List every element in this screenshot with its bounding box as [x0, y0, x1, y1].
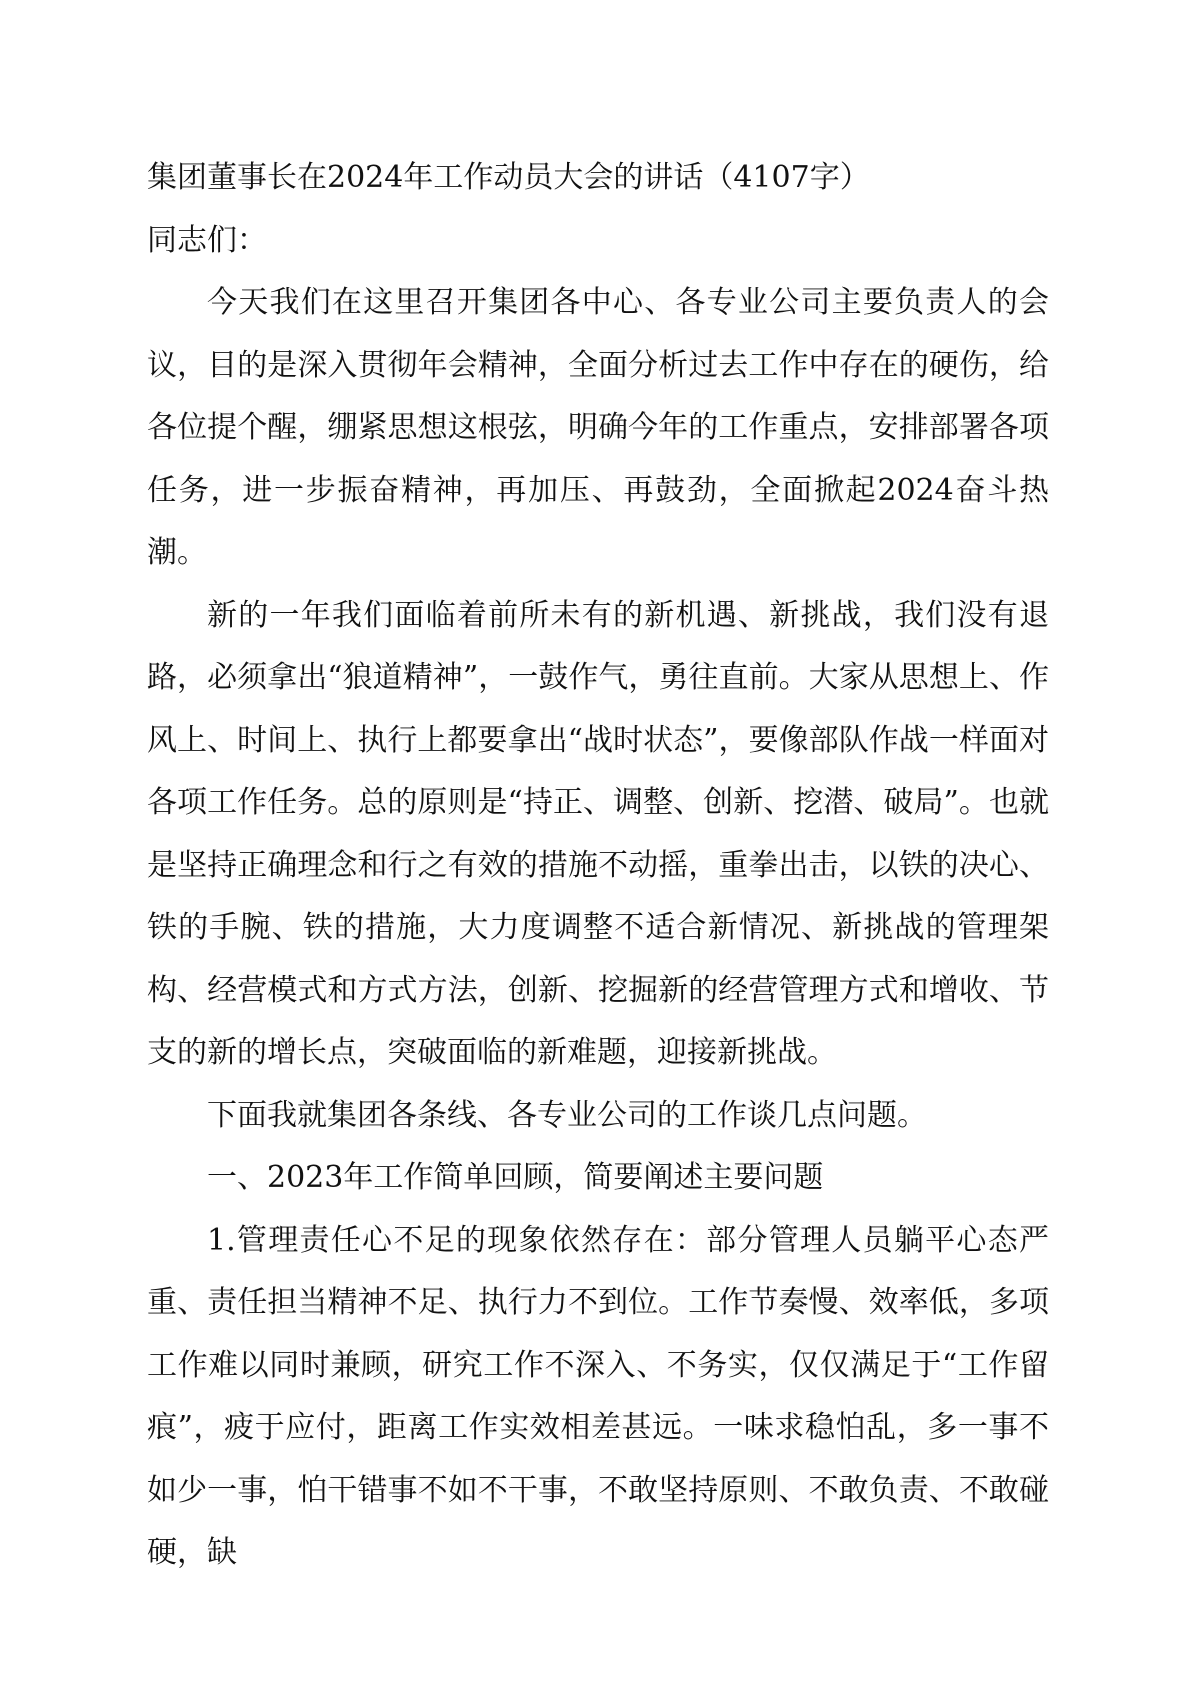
document-title: 集团董事长在2024年工作动员大会的讲话（4107字）: [147, 160, 870, 195]
section-heading-review: 一、2023年工作简单回顾，简要阐述主要问题: [207, 1160, 824, 1195]
paragraph-transition: 下面我就集团各条线、各专业公司的工作谈几点问题。: [207, 1097, 927, 1133]
salutation: 同志们：: [147, 222, 267, 258]
document-body: [147, 147, 1049, 1585]
paragraph-principles: 新的一年我们面临着前所未有的新机遇、新挑战，我们没有退路，必须拿出“狼道精神”，一鼓作气，勇往直前。大家从思想上、作风上、时间上、执行上都要拿出“战时状态”，要像部队作战一样面对各项工作任务。总的原则是“持正、调整、创新、挖潜、破局”。也就是坚持正确理念和行之有效的措施不动摇，重拳出击，以铁的决心、铁的手腕、铁的措施，大力度调整不适合新情况、新挑战的管理架构、经营模式和方式方法，创新、挖掘新的经营管理方式和增收、节支的新的增长点，突破面临的新难题，迎接新挑战。: [147, 597, 1049, 1070]
paragraph-management-issue: 1.管理责任心不足的现象依然存在：部分管理人员躺平心态严重、责任担当精神不足、执行力不到位。工作节奏慢、效率低，多项工作难以同时兼顾，研究工作不深入、不务实，仅仅满足于“工作留痕”，疲于应付，距离工作实效相差甚远。一味求稳怕乱，多一事不如少一事，怕干错事不如不干事，不敢坚持原则、不敢负责、不敢碰硬，缺: [147, 1222, 1049, 1570]
paragraph-intro: 今天我们在这里召开集团各中心、各专业公司主要负责人的会议，目的是深入贯彻年会精神，全面分析过去工作中存在的硬伤，给各位提个醒，绷紧思想这根弦，明确今年的工作重点，安排部署各项任务，进一步振奋精神，再加压、再鼓劲，全面掀起2024奋斗热潮。: [147, 285, 1049, 570]
